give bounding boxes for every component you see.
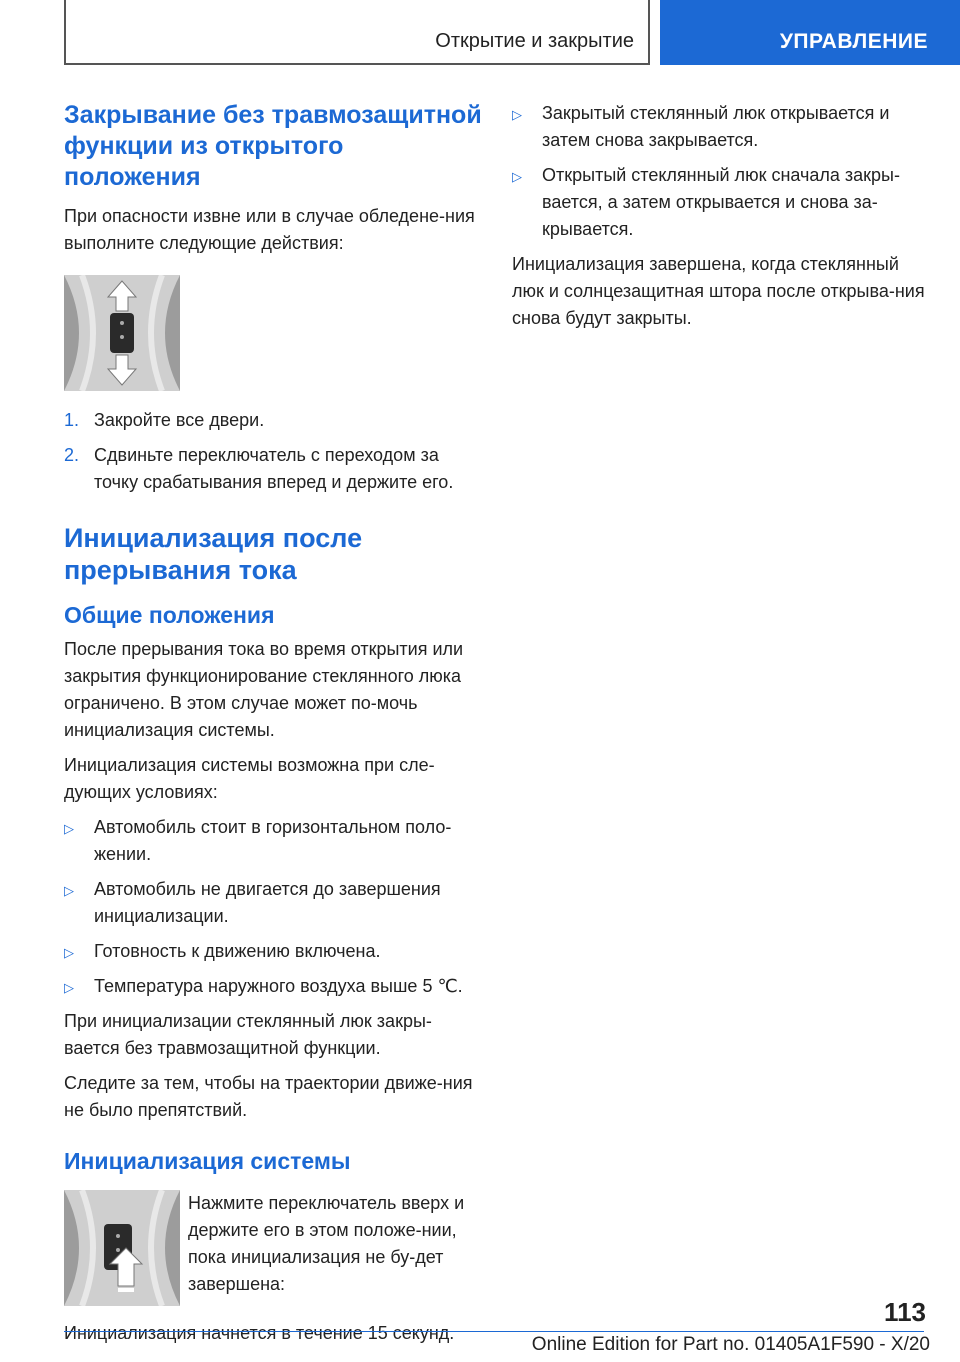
- heading-init-after-power-loss: Инициализация после прерывания тока: [64, 523, 363, 585]
- heading-close-without-protection: Закрывание без травмозащитной функции из открытого положения: [64, 101, 482, 191]
- footer-divider: [64, 1331, 924, 1332]
- condition-item: [64, 938, 484, 965]
- sequence-list: [512, 100, 932, 243]
- left-column: [64, 100, 484, 1355]
- triangle-bullet-icon: ▷: [512, 107, 522, 122]
- triangle-bullet-icon: ▷: [64, 821, 74, 836]
- general-paragraph-1: После прерывания тока во время открытия или закрытия функционирование стеклянного люка ограничено. В этом случае может по-мочь инициализация системы.: [64, 639, 464, 740]
- triangle-bullet-icon: ▷: [64, 945, 74, 960]
- header-chapter-tab: [660, 0, 960, 65]
- condition-text: Готовность к движению включена.: [94, 941, 381, 961]
- step-text: Закройте все двери.: [94, 410, 265, 430]
- header-section-tab: [64, 0, 650, 65]
- sequence-text: Открытый стеклянный люк сначала закры-вается, а затем открывается и снова за-крывается.: [542, 165, 900, 239]
- step-item: [64, 442, 484, 496]
- triangle-bullet-icon: ▷: [512, 169, 522, 184]
- general-paragraph-2: Инициализация системы возможна при сле-дующих условиях:: [64, 755, 435, 802]
- sequence-item: [512, 100, 932, 154]
- condition-text: Автомобиль не двигается до завершения инициализации.: [94, 879, 441, 926]
- triangle-bullet-icon: ▷: [64, 980, 74, 995]
- header-chapter-title: УПРАВЛЕНИЕ: [779, 30, 928, 53]
- system-instruction: Нажмите переключатель вверх и держите его в этом положе-нии, пока инициализация не бу-дет завершена:: [188, 1193, 465, 1294]
- header-section-title: Открытие и закрытие: [435, 30, 634, 52]
- conditions-list: [64, 814, 484, 1000]
- footer-edition: Online Edition for Part no. 01405A1F590 - X/20: [531, 1334, 930, 1355]
- heading-system-init: Инициализация системы: [64, 1148, 351, 1174]
- condition-text: Температура наружного воздуха выше 5 ℃.: [94, 976, 463, 996]
- step-number: 1.: [64, 410, 80, 430]
- switch-up-illustration: [64, 1190, 180, 1306]
- right-column: [512, 100, 932, 340]
- sequence-text: Закрытый стеклянный люк открывается и затем снова закрывается.: [542, 103, 890, 150]
- condition-item: [64, 973, 484, 1000]
- sequence-item: [512, 162, 932, 243]
- condition-text: Автомобиль стоит в горизонтальном поло-жении.: [94, 817, 452, 864]
- step-number: 2.: [64, 445, 80, 465]
- heading-general: Общие положения: [64, 602, 275, 628]
- intro-paragraph: При опасности извне или в случае обледене-ния выполните следующие действия:: [64, 206, 475, 253]
- step-item: [64, 407, 484, 434]
- condition-item: [64, 814, 484, 868]
- page-number: 113: [884, 1297, 926, 1327]
- triangle-bullet-icon: ▷: [64, 883, 74, 898]
- step-text: Сдвиньте переключатель с переходом за точку срабатывания вперед и держите его.: [94, 445, 454, 492]
- condition-item: [64, 876, 484, 930]
- general-paragraph-3: При инициализации стеклянный люк закры-вается без травмозащитной функции.: [64, 1011, 432, 1058]
- steps-list: [64, 407, 484, 496]
- system-init-block: [64, 1190, 484, 1306]
- switch-forward-illustration: [64, 275, 180, 391]
- system-start-note: Инициализация начнется в течение 15 секунд.: [64, 1323, 455, 1343]
- completion-paragraph: Инициализация завершена, когда стеклянный люк и солнцезащитная штора после открыва-ния снова будут закрыты.: [512, 254, 925, 328]
- general-paragraph-4: Следите за тем, чтобы на траектории движе-ния не было препятствий.: [64, 1073, 473, 1120]
